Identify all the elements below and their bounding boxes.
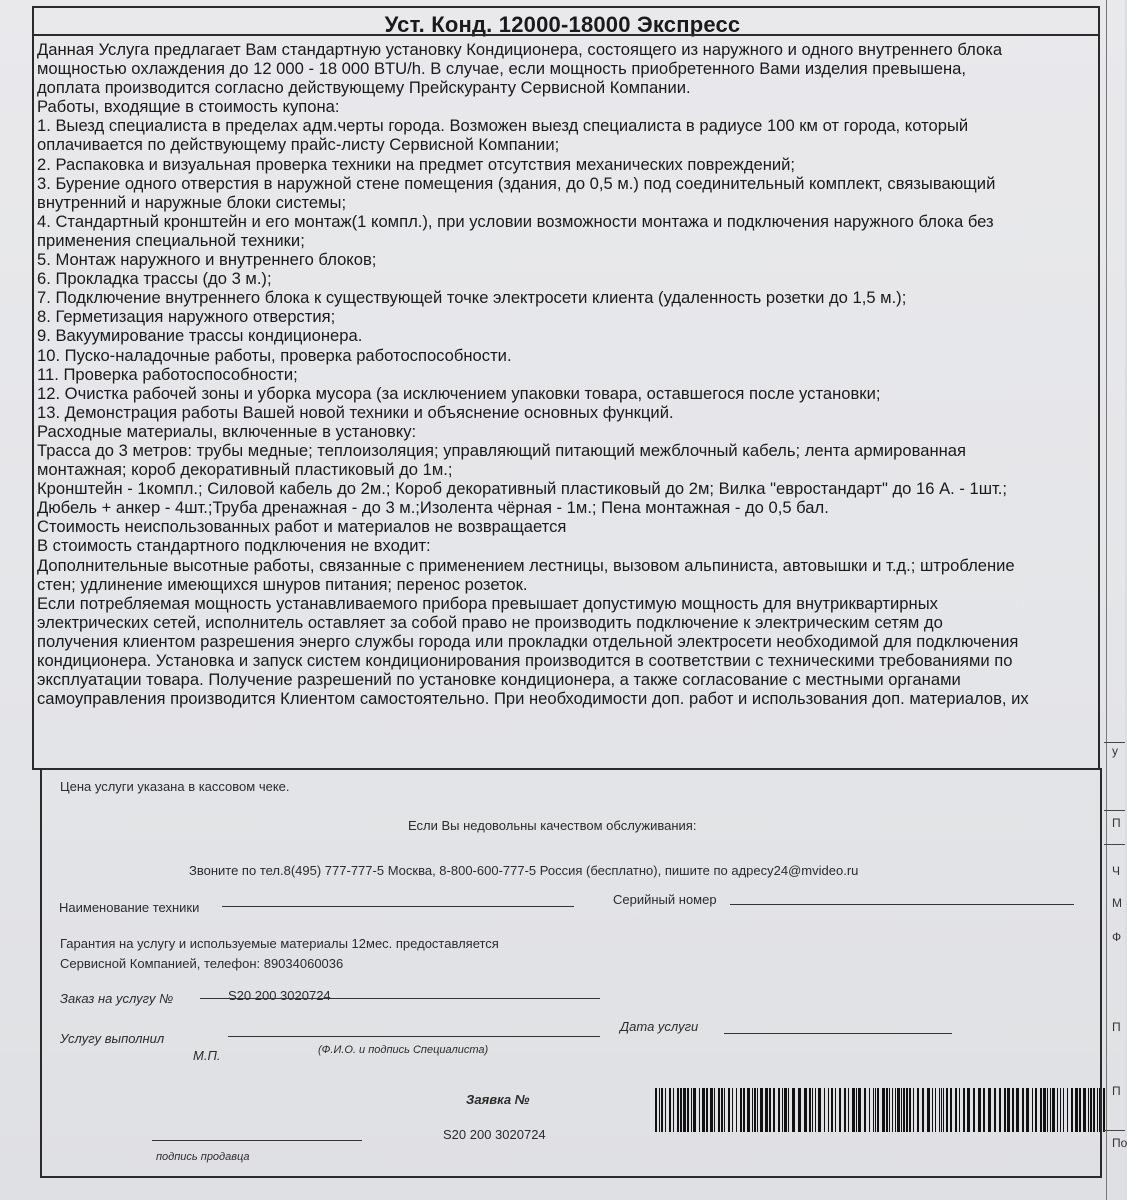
barcode-bar — [856, 1088, 857, 1132]
terms-line: Дюбель + анкер - 4шт.;Труба дренажная - до 3 м.;Изолента чёрная - 1м.; Пена монтажная - до 0,5 бал. — [37, 498, 829, 518]
barcode-bar — [1088, 1088, 1089, 1132]
barcode-bar — [718, 1088, 720, 1132]
performed-field[interactable] — [228, 1036, 600, 1037]
terms-line: получения клиентом разрешения энерго службы города или прокладки отдельной электросети необходимой для подключения — [37, 631, 1019, 651]
barcode-bar — [798, 1088, 801, 1132]
barcode-bar — [809, 1088, 811, 1132]
terms-line: монтажная; короб декоративный пластиковый до 1м.; — [37, 460, 453, 480]
barcode-bar — [778, 1088, 780, 1132]
terms-line: Трасса до 3 метров: трубы медные; теплоизоляция; управляющий питающий межблочный кабель; лента армированная — [37, 440, 967, 460]
barcode-bar — [889, 1088, 890, 1132]
terms-line: 3. Бурение одного отверстия в наружной стене помещения (здания, до 0,5 м.) под соединительный комплект, связывающий — [37, 173, 996, 193]
terms-line: мощностью охлаждения до 12 000 - 18 000 BTU/h. В случае, если мощность приобретенного Вами изделия превышена, — [37, 59, 966, 79]
barcode-bar — [852, 1088, 855, 1132]
barcode-bar — [1093, 1088, 1095, 1132]
barcode-bar — [1050, 1088, 1051, 1132]
barcode-bar — [706, 1088, 708, 1132]
seller-signature-line[interactable] — [152, 1140, 362, 1141]
barcode-bar — [983, 1088, 985, 1132]
date-label: Дата услуги — [620, 1019, 699, 1034]
barcode-bar — [1071, 1088, 1073, 1132]
barcode-bar — [815, 1088, 816, 1132]
barcode-bar — [877, 1088, 879, 1132]
barcode-bar — [927, 1088, 930, 1132]
barcode-bar — [835, 1088, 836, 1132]
barcode-bar — [818, 1088, 821, 1132]
terms-line: эксплуатации товара. Получение разрешений по установке кондиционера, а также согласование с местными органами — [37, 670, 961, 690]
barcode-bar — [1012, 1088, 1014, 1132]
barcode-bar — [858, 1088, 861, 1132]
barcode-bar — [752, 1088, 753, 1132]
barcode-bar — [1026, 1088, 1029, 1132]
barcode-bar — [747, 1088, 750, 1132]
barcode-bar — [812, 1088, 813, 1132]
terms-line: Если потребляемая мощность устанавливаемого прибора превышает допустимую мощность для внутриквартирных — [37, 593, 938, 613]
barcode-bar — [935, 1088, 936, 1132]
barcode-bar — [710, 1088, 713, 1132]
barcode-bar — [732, 1088, 733, 1132]
edge-fragment: П — [1112, 1084, 1121, 1098]
date-field[interactable] — [724, 1033, 952, 1034]
terms-line: 1. Выезд специалиста в пределах адм.черты города. Возможен выезд специалиста в радиусе 100 км от города, который — [37, 116, 969, 136]
barcode-bar — [1090, 1088, 1092, 1132]
edge-fragment: Ф — [1112, 930, 1122, 944]
barcode-bar — [702, 1088, 705, 1132]
barcode-bar — [760, 1088, 763, 1132]
barcode-bar — [973, 1088, 975, 1132]
order-label: Заказ на услугу № — [60, 991, 174, 1006]
terms-line: 11. Проверка работоспособности; — [37, 364, 298, 384]
barcode-bar — [754, 1088, 756, 1132]
barcode-bar — [963, 1088, 965, 1132]
barcode-bar — [967, 1088, 970, 1132]
barcode-bar — [669, 1088, 671, 1132]
barcode-bar — [917, 1088, 919, 1132]
title-divider — [34, 34, 1098, 36]
barcode-bar — [1032, 1088, 1033, 1132]
barcode-bar — [906, 1088, 908, 1132]
barcode-bar — [765, 1088, 768, 1132]
terms-line: Дополнительные высотные работы, связанные с применением лестницы, вызовом альпиниста, автовышки и т.д.; штробление — [37, 555, 1015, 575]
barcode-bar — [1016, 1088, 1019, 1132]
terms-line: Стоимость неиспользованных работ и материалов не возвращается — [37, 517, 567, 537]
barcode-bar — [892, 1088, 893, 1132]
barcode-bar — [691, 1088, 692, 1132]
barcode-bar — [943, 1088, 944, 1132]
terms-line: 12. Очистка рабочей зоны и уборка мусора (за исключением упаковки товара, оставшегося после установки; — [37, 383, 881, 403]
barcode-bar — [844, 1088, 846, 1132]
barcode-bar — [724, 1088, 725, 1132]
contact-text: Звоните по тел.8(495) 777-777-5 Москва, 8-800-600-777-5 Россия (бесплатно), пишите по адресу24@mvideo.ru — [189, 863, 859, 878]
page-title: Уст. Конд. 12000-18000 Экспресс — [384, 12, 741, 37]
barcode-bar — [1063, 1088, 1064, 1132]
edge-fragment: П — [1112, 1020, 1121, 1034]
barcode-bar — [932, 1088, 933, 1132]
barcode-bar — [994, 1088, 996, 1132]
barcode-bar — [988, 1088, 991, 1132]
barcode-bar — [714, 1088, 715, 1132]
edge-fragment: М — [1112, 896, 1122, 910]
barcode-bar — [950, 1088, 952, 1132]
edge-line — [1104, 844, 1125, 845]
serial-field[interactable] — [730, 904, 1074, 905]
edge-fragment: у — [1112, 744, 1118, 758]
edge-line — [1104, 810, 1125, 811]
complaint-text: Если Вы недовольны качеством обслуживания: — [408, 818, 697, 833]
terms-line: Расходные материалы, включенные в установку: — [37, 421, 417, 441]
barcode-bar — [1097, 1088, 1098, 1132]
barcode-bar — [1007, 1088, 1010, 1132]
barcode — [655, 1088, 1110, 1132]
barcode-bar — [1057, 1088, 1058, 1132]
barcode-bar — [1047, 1088, 1048, 1132]
terms-line: стен; удлинение имеющихся шнуров питания; перенос розеток. — [37, 574, 528, 594]
barcode-bar — [824, 1088, 825, 1132]
barcode-bar — [978, 1088, 981, 1132]
barcode-bar — [901, 1088, 902, 1132]
terms-line: Данная Услуга предлагает Вам стандартную установку Кондиционера, состоящего из наружного и одного внутреннего блока — [37, 40, 1003, 59]
barcode-bar — [1079, 1088, 1081, 1132]
terms-line: 5. Монтаж наружного и внутреннего блоков; — [37, 250, 377, 270]
terms-line: доплата производится согласно действующему Прейскуранту Сервисной Компании. — [37, 78, 691, 98]
adjacent-page-edge — [1106, 0, 1107, 1200]
terms-line: 9. Вакуумирование трассы кондиционера. — [37, 326, 363, 346]
barcode-bar — [869, 1088, 870, 1132]
barcode-bar — [661, 1088, 663, 1132]
barcode-bar — [659, 1088, 660, 1132]
barcode-bar — [1043, 1088, 1046, 1132]
barcode-bar — [909, 1088, 911, 1132]
barcode-bar — [875, 1088, 876, 1132]
barcode-bar — [769, 1088, 771, 1132]
barcode-bar — [699, 1088, 700, 1132]
edge-fragment: По — [1112, 1136, 1127, 1150]
terms-line: 10. Пуско-наладочные работы, проверка работоспособности. — [37, 345, 512, 365]
edge-fragment: П — [1112, 816, 1121, 830]
barcode-bar — [1060, 1088, 1061, 1132]
barcode-bar — [1035, 1088, 1037, 1132]
order-value: S20 200 3020724 — [228, 988, 331, 1003]
barcode-bar — [721, 1088, 723, 1132]
barcode-bar — [687, 1088, 689, 1132]
barcode-bar — [831, 1088, 833, 1132]
barcode-bar — [673, 1088, 674, 1132]
barcode-bar — [886, 1088, 888, 1132]
device-name-label: Наименование техники — [59, 900, 200, 915]
terms-line: 6. Прокладка трассы (до 3 м.); — [37, 269, 272, 289]
barcode-bar — [864, 1088, 866, 1132]
barcode-bar — [1083, 1088, 1086, 1132]
terms-line: электрических сетей, исполнитель оставляет за собой право не производить подключение к электрическим сетям до — [37, 612, 943, 632]
specialist-hint: (Ф.И.О. и подпись Специалиста) — [318, 1044, 489, 1056]
barcode-bar — [895, 1088, 896, 1132]
barcode-bar — [782, 1088, 783, 1132]
barcode-bar — [848, 1088, 849, 1132]
barcode-bar — [784, 1088, 787, 1132]
edge-line — [1104, 742, 1125, 743]
barcode-bar — [939, 1088, 940, 1132]
barcode-bar — [1067, 1088, 1068, 1132]
terms-line: 13. Демонстрация работы Вашей новой техники и объяснение основных функций. — [37, 402, 674, 422]
barcode-bar — [913, 1088, 914, 1132]
performed-label: Услугу выполнил — [60, 1031, 165, 1046]
barcode-bar — [1040, 1088, 1042, 1132]
warranty-line-2: Сервисной Компанией, телефон: 89034060036 — [60, 956, 344, 971]
barcode-bar — [999, 1088, 1001, 1132]
barcode-bar — [955, 1088, 957, 1132]
terms-line: внутренний и наружные блоки системы; — [37, 192, 347, 212]
barcode-bar — [1099, 1088, 1100, 1132]
terms-line: самоуправления производится Клиентом самостоятельно. При необходимости доп. работ и использования доп. материалов, их — [37, 689, 1029, 709]
barcode-bar — [740, 1088, 742, 1132]
barcode-bar — [897, 1088, 900, 1132]
barcode-bar — [1004, 1088, 1006, 1132]
barcode-bar — [773, 1088, 775, 1132]
barcode-bar — [946, 1088, 948, 1132]
barcode-bar — [828, 1088, 829, 1132]
terms-line: применения специальной техники; — [37, 230, 305, 250]
stamp-label: М.П. — [193, 1048, 221, 1063]
barcode-bar — [665, 1088, 666, 1132]
seller-signature-label: подпись продавца — [156, 1151, 250, 1163]
warranty-line-1: Гарантия на услугу и используемые материалы 12мес. предоставляется — [60, 936, 499, 951]
barcode-bar — [743, 1088, 745, 1132]
barcode-bar — [680, 1088, 682, 1132]
barcode-bar — [882, 1088, 885, 1132]
terms-line: 4. Стандартный кронштейн и его монтаж(1 компл.), при условии возможности монтажа и подключения наружного блока без — [37, 211, 994, 231]
barcode-bar — [959, 1088, 960, 1132]
request-value: S20 200 3020724 — [443, 1127, 546, 1142]
terms-line: кондиционера. Установка и запуск систем кондиционирования производится в соответствии с техническими требованиями по — [37, 651, 1013, 670]
terms-line: В стоимость стандартного подключения не входит: — [37, 536, 431, 556]
barcode-bar — [922, 1088, 924, 1132]
barcode-bar — [655, 1088, 657, 1132]
terms-line: Кронштейн - 1компл.; Силовой кабель до 2м.; Короб декоративный пластиковый до 2м; Вилка "евростандарт" до 16 А. - 1шт.; — [37, 479, 1008, 499]
barcode-bar — [903, 1088, 905, 1132]
order-field-line — [200, 998, 600, 999]
barcode-bar — [873, 1088, 874, 1132]
barcode-bar — [1052, 1088, 1055, 1132]
barcode-bar — [1103, 1088, 1105, 1132]
barcode-bar — [839, 1088, 841, 1132]
barcode-bar — [736, 1088, 737, 1132]
barcode-bar — [757, 1088, 758, 1132]
edge-line — [1104, 1130, 1125, 1131]
barcode-bar — [693, 1088, 696, 1132]
device-name-field[interactable] — [222, 906, 574, 907]
barcode-bar — [683, 1088, 686, 1132]
terms-line: оплачивается по действующему прайс-листу Сервисной Компании; — [37, 135, 560, 155]
barcode-bar — [792, 1088, 795, 1132]
request-label: Заявка № — [466, 1092, 530, 1107]
barcode-bar — [1022, 1088, 1024, 1132]
terms-line: 8. Герметизация наружного отверстия; — [37, 307, 336, 327]
terms-line: 7. Подключение внутреннего блока к существующей точке электросети клиента (удаленность розетки до 1,5 м.); — [37, 288, 907, 308]
barcode-bar — [677, 1088, 679, 1132]
terms-line: Работы, входящие в стоимость купона: — [37, 97, 340, 117]
serial-label: Серийный номер — [613, 892, 717, 907]
edge-fragment: Ч — [1112, 864, 1120, 878]
price-note: Цена услуги указана в кассовом чеке. — [60, 779, 290, 794]
barcode-bar — [1075, 1088, 1078, 1132]
terms-text — [37, 40, 1101, 708]
barcode-bar — [728, 1088, 730, 1132]
terms-line: 2. Распаковка и визуальная проверка техники на предмет отсутствия механических повреждений; — [37, 154, 796, 174]
barcode-bar — [941, 1088, 942, 1132]
barcode-bar — [788, 1088, 789, 1132]
barcode-bar — [804, 1088, 807, 1132]
